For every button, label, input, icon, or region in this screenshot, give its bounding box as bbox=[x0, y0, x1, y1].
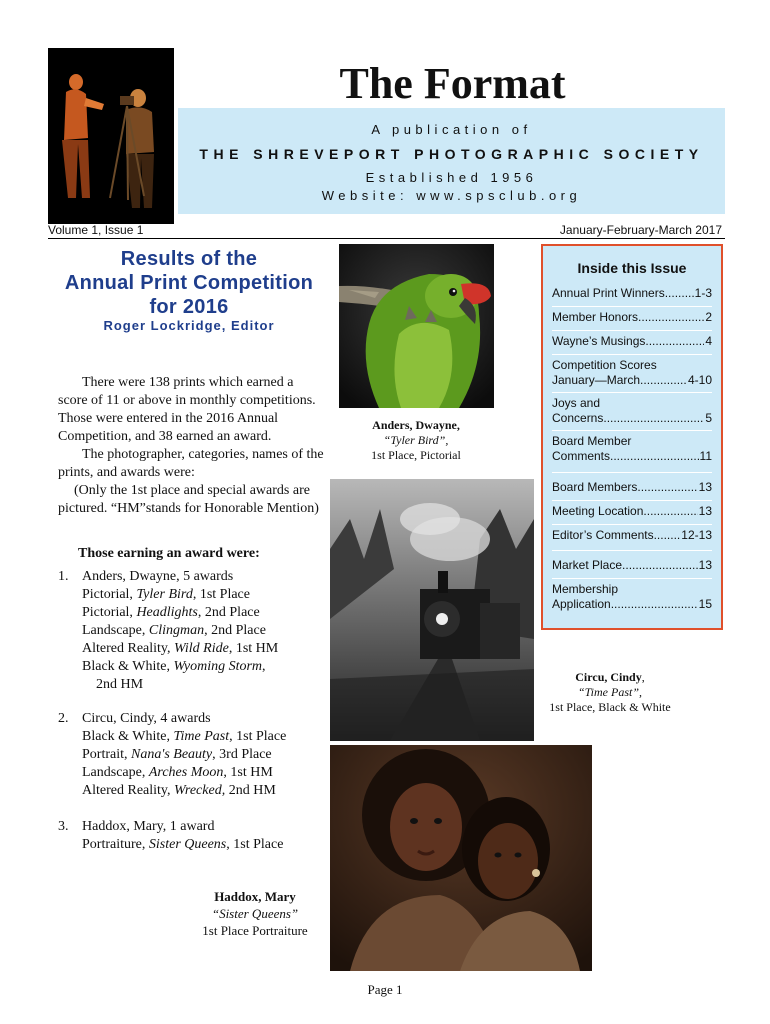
inside-title: Inside this Issue bbox=[577, 260, 687, 276]
award-entry: Portraiture, Sister Queens, 1st Place bbox=[82, 837, 284, 852]
sister-queens-photo bbox=[330, 745, 592, 971]
toc-item[interactable]: Board Member Comments ..... 11 bbox=[552, 434, 712, 464]
award-entry: Altered Reality, Wild Ride, 1st HM bbox=[82, 641, 279, 656]
body-paragraph: There were 138 prints which earned a score of 11 or above in monthly competitions. Those were entered in the 2016 Annual Competition, and 38 earned an award. bbox=[58, 375, 316, 444]
haddox-caption bbox=[170, 888, 340, 939]
header-divider bbox=[48, 238, 725, 239]
parrot-photo bbox=[339, 244, 494, 408]
caption-award: 1st Place, Black & White bbox=[549, 700, 671, 714]
award-header: Anders, Dwayne, 5 awards bbox=[82, 569, 234, 584]
award-entry: Black & White, Time Past, 1st Place bbox=[82, 729, 287, 744]
caption-award: 1st Place Portraiture bbox=[202, 923, 308, 938]
award-entry: Black & White, Wyoming Storm, bbox=[82, 659, 266, 674]
tagline: A publication of bbox=[371, 122, 532, 137]
train-photo bbox=[330, 479, 534, 741]
award-entry: Portrait, Nana's Beauty, 3rd Place bbox=[82, 747, 272, 762]
toc-item[interactable]: Member Honors ..... 2 bbox=[552, 310, 712, 325]
society-name: THE SHREVEPORT PHOTOGRAPHIC SOCIETY bbox=[199, 146, 704, 162]
society-logo-photo bbox=[48, 48, 174, 224]
toc-divider bbox=[552, 354, 712, 355]
headline-line: for 2016 bbox=[149, 296, 229, 318]
toc-divider bbox=[552, 430, 712, 431]
award-list-item bbox=[58, 818, 328, 854]
caption-title: “Tyler Bird”, bbox=[383, 433, 449, 447]
caption-name: Circu, Cindy, bbox=[575, 670, 645, 684]
article-headline bbox=[50, 247, 328, 319]
body-paragraph: (Only the 1st place and special awards are pictured. “HM”stands for Honorable Mention) bbox=[58, 483, 319, 516]
headline-line: Results of the bbox=[120, 248, 258, 270]
award-entry: Pictorial, Headlights, 2nd Place bbox=[82, 605, 260, 620]
toc-item[interactable]: Board Members ..... 13 bbox=[552, 480, 712, 495]
award-entry: Altered Reality, Wrecked, 2nd HM bbox=[82, 783, 276, 798]
toc-divider bbox=[552, 524, 712, 525]
award-header: Haddox, Mary, 1 award bbox=[82, 819, 215, 834]
toc-item[interactable]: Wayne’s Musings ..... 4 bbox=[552, 334, 712, 349]
award-header: Circu, Cindy, 4 awards bbox=[82, 711, 211, 726]
toc-divider bbox=[552, 578, 712, 579]
toc-item[interactable]: Editor’s Comments ..... 12-13 bbox=[552, 528, 712, 543]
body-paragraph: The photographer, categories, names of the prints, and awards were: bbox=[58, 447, 324, 480]
awards-heading: Those earning an award were: bbox=[78, 546, 260, 561]
award-entry: Pictorial, Tyler Bird, 1st Place bbox=[82, 587, 250, 602]
award-list-item bbox=[58, 710, 328, 800]
caption-name: Anders, Dwayne, bbox=[372, 418, 460, 432]
list-number: 3. bbox=[58, 819, 69, 834]
caption-award: 1st Place, Pictorial bbox=[371, 448, 461, 462]
toc-item[interactable]: Meeting Location ..... 13 bbox=[552, 504, 712, 519]
parrot-caption bbox=[340, 418, 492, 463]
award-list-item bbox=[58, 568, 328, 694]
list-number: 2. bbox=[58, 711, 69, 726]
toc-divider bbox=[552, 472, 712, 473]
toc-item[interactable]: Market Place ..... 13 bbox=[552, 558, 712, 573]
award-entry-tail: 2nd HM bbox=[96, 677, 144, 692]
issue-dates: January-February-March 2017 bbox=[559, 223, 722, 237]
toc-divider bbox=[552, 330, 712, 331]
inside-this-issue-box bbox=[541, 244, 723, 630]
article-byline: Roger Lockridge, Editor bbox=[103, 318, 275, 333]
website-url: Website: www.spsclub.org bbox=[321, 188, 582, 203]
toc-divider bbox=[552, 550, 712, 551]
masthead-banner bbox=[178, 108, 725, 214]
toc-divider bbox=[552, 500, 712, 501]
article-body bbox=[58, 374, 326, 518]
toc-divider bbox=[552, 392, 712, 393]
circu-caption bbox=[540, 670, 680, 715]
toc-divider bbox=[552, 306, 712, 307]
established-year: Established 1956 bbox=[365, 170, 538, 185]
toc-item[interactable]: Annual Print Winners ..... 1-3 bbox=[552, 286, 712, 301]
award-entry: Landscape, Clingman, 2nd Place bbox=[82, 623, 266, 638]
award-entry: Landscape, Arches Moon, 1st HM bbox=[82, 765, 273, 780]
toc-item[interactable]: Membership Application ..... 15 bbox=[552, 582, 712, 612]
list-number: 1. bbox=[58, 569, 69, 584]
caption-title: “Time Past”, bbox=[577, 685, 643, 699]
toc-item[interactable]: Joys and Concerns ..... 5 bbox=[552, 396, 712, 426]
caption-title: “Sister Queens” bbox=[211, 906, 299, 921]
volume-issue: Volume 1, Issue 1 bbox=[48, 223, 144, 237]
headline-line: Annual Print Competition bbox=[64, 272, 314, 294]
toc-item[interactable]: Competition Scores January—March ..... 4-10 bbox=[552, 358, 712, 388]
page-number: Page 1 bbox=[367, 982, 403, 997]
newsletter-title: The Format bbox=[339, 59, 566, 108]
caption-name: Haddox, Mary bbox=[214, 889, 296, 904]
